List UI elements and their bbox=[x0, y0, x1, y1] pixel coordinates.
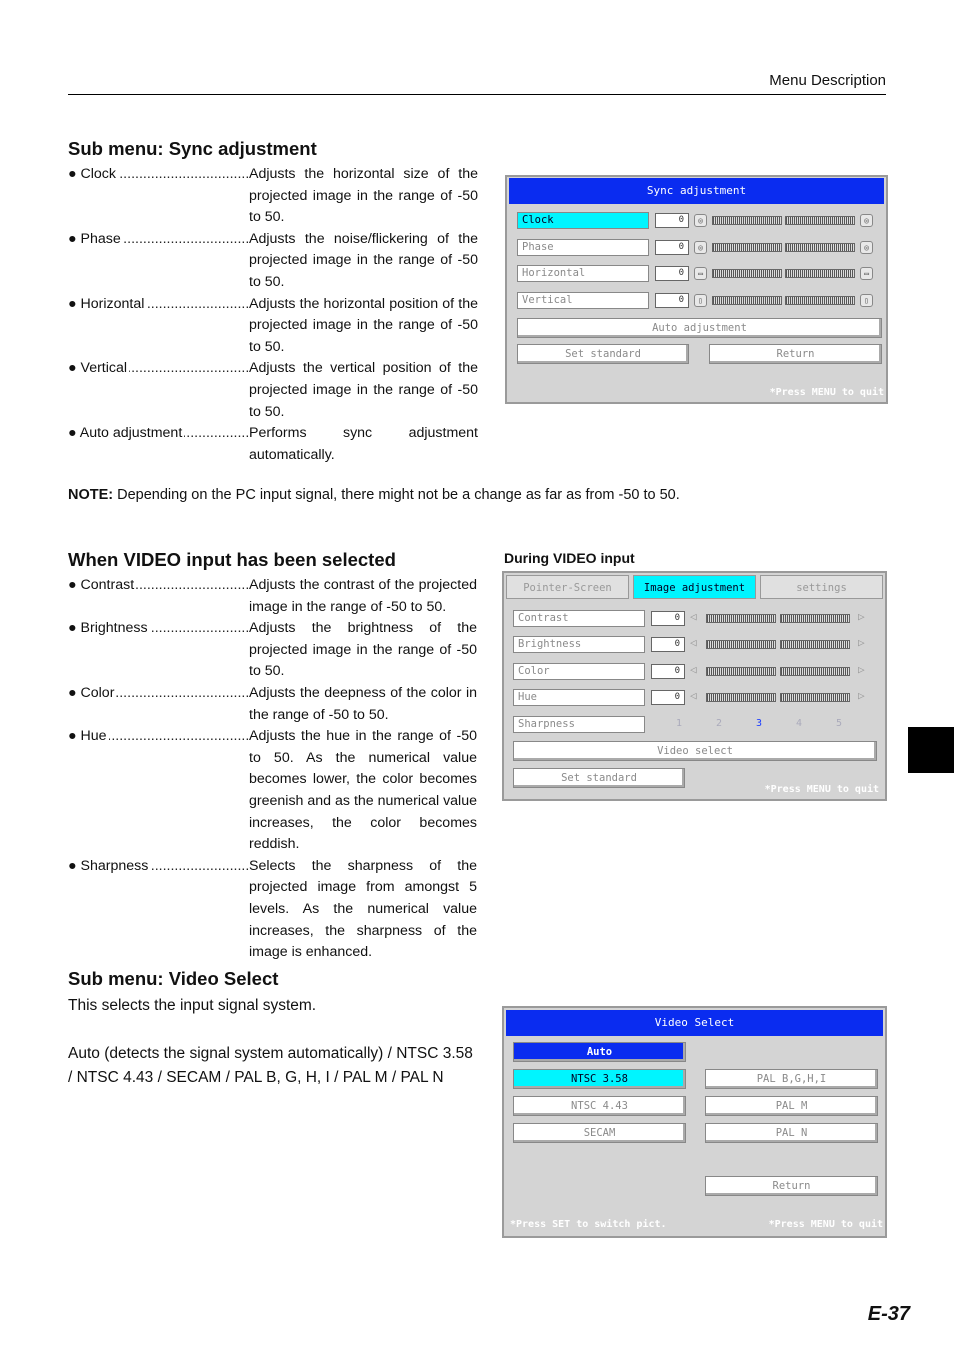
term: Auto adjustment bbox=[79, 425, 183, 442]
running-header: Menu Description bbox=[769, 72, 886, 89]
clock-bar-left bbox=[712, 216, 782, 225]
desc: Adjusts the horizontal size of the projected image in the range of -50 to 50. bbox=[249, 166, 478, 226]
phase-bar-left bbox=[712, 243, 782, 252]
ntsc-358-button[interactable]: NTSC 3.58 bbox=[513, 1069, 686, 1089]
tab-image-adjustment[interactable]: Image adjustment bbox=[633, 575, 756, 599]
screen-title: Sync adjustment bbox=[509, 178, 884, 204]
term: Vertical bbox=[80, 360, 128, 377]
color-field[interactable]: Color bbox=[513, 663, 645, 680]
brightness-bar-left bbox=[706, 640, 776, 649]
def-contrast: ● Contrast ..... Adjusts the contrast of the projected image in the range of -50 to 50. bbox=[68, 575, 477, 618]
sharpness-field[interactable]: Sharpness bbox=[513, 716, 645, 733]
sync-heading: Sub menu: Sync adjustment bbox=[68, 138, 317, 159]
vertical-field[interactable]: Vertical bbox=[517, 292, 649, 309]
set-standard-button[interactable]: Set standard bbox=[517, 344, 689, 364]
vertical-icon-right: ▯ bbox=[860, 294, 873, 307]
def-horizontal: ● Horizontal ..... Adjusts the horizontal position of the projected image in the range of -50 to 50. bbox=[68, 294, 478, 359]
term: Color bbox=[80, 684, 115, 701]
desc: Performs sync adjustment automatically. bbox=[249, 425, 478, 463]
right-arrow-icon[interactable]: ▷ bbox=[858, 689, 865, 702]
hue-bar-right bbox=[780, 693, 850, 702]
phase-value: 0 bbox=[655, 240, 689, 255]
contrast-bar-right bbox=[780, 614, 850, 623]
term: Brightness bbox=[80, 620, 148, 637]
def-color: ● Color ..... Adjusts the deepness of the color in the range of -50 to 50. bbox=[68, 683, 477, 726]
video-caption: During VIDEO input bbox=[504, 550, 635, 566]
desc: Adjusts the hue in the range of -50 to 50. As the numerical value becomes lower, the color becomes greenish and as the numerical value increases, the color becomes reddish. bbox=[249, 728, 477, 853]
return-button[interactable]: Return bbox=[709, 344, 882, 364]
hue-bar-left bbox=[706, 693, 776, 702]
horizontal-icon: ▭ bbox=[694, 267, 707, 280]
horizontal-bar-right bbox=[785, 269, 855, 278]
tab-settings[interactable]: settings bbox=[760, 575, 883, 599]
horizontal-field[interactable]: Horizontal bbox=[517, 265, 649, 282]
horizontal-bar-left bbox=[712, 269, 782, 278]
color-bar-left bbox=[706, 667, 776, 676]
pal-m-button[interactable]: PAL M bbox=[705, 1096, 878, 1116]
phase-icon-right: ◎ bbox=[860, 241, 873, 254]
pal-bghi-button[interactable]: PAL B,G,H,I bbox=[705, 1069, 878, 1089]
def-hue: ● Hue ..... Adjusts the hue in the range of -50 to 50. As the numerical value becomes lower, the color becomes greenish and as the numerical value increases, the color becomes reddish. bbox=[68, 726, 477, 856]
color-value: 0 bbox=[651, 664, 685, 679]
def-sharpness: ● Sharpness ..... Selects the sharpness of the projected image from amongst 5 levels. As the numerical value increases, the sharpness of the image is enhanced. bbox=[68, 856, 477, 964]
term: Contrast bbox=[80, 577, 135, 593]
def-clock: ● Clock ..... Adjusts the horizontal size of the projected image in the range of -50 to 50. bbox=[68, 164, 478, 229]
video-select-button[interactable]: Video select bbox=[513, 741, 877, 761]
hue-value: 0 bbox=[651, 690, 685, 705]
page-number: E-37 bbox=[867, 1303, 910, 1325]
right-arrow-icon[interactable]: ▷ bbox=[858, 610, 865, 623]
brightness-bar-right bbox=[780, 640, 850, 649]
def-phase: ● Phase ..... Adjusts the noise/flickering of the projected image in the range of -50 to 50. bbox=[68, 229, 478, 294]
desc: Adjusts the brightness of the projected image in the range of -50 to 50. bbox=[249, 620, 477, 680]
image-adjustment-screen bbox=[502, 571, 887, 801]
vertical-bar-right bbox=[785, 296, 855, 305]
sharpness-level-4[interactable]: 4 bbox=[796, 718, 803, 729]
section-tab-marker bbox=[908, 727, 954, 773]
sync-definitions bbox=[68, 164, 478, 466]
header-rule bbox=[68, 94, 886, 95]
vertical-bar-left bbox=[712, 296, 782, 305]
secam-button[interactable]: SECAM bbox=[513, 1123, 686, 1143]
term: Clock bbox=[80, 166, 116, 182]
left-arrow-icon[interactable]: ◁ bbox=[690, 610, 697, 623]
sharpness-level-1[interactable]: 1 bbox=[676, 718, 683, 729]
desc: Selects the sharpness of the projected image from amongst 5 levels. As the numerical value increases, the sharpness of the image is enhanced. bbox=[249, 857, 477, 961]
tab-pointer-screen[interactable]: Pointer-Screen bbox=[506, 575, 629, 599]
vertical-value: 0 bbox=[655, 293, 689, 308]
phase-bar-right bbox=[785, 243, 855, 252]
vertical-icon: ▯ bbox=[694, 294, 707, 307]
desc: Adjusts the noise/flickering of the projected image in the range of -50 to 50. bbox=[249, 230, 478, 290]
left-arrow-icon[interactable]: ◁ bbox=[690, 663, 697, 676]
auto-adjustment-button[interactable]: Auto adjustment bbox=[517, 318, 882, 338]
contrast-bar-left bbox=[706, 614, 776, 623]
phase-icon: ◎ bbox=[694, 241, 707, 254]
desc: Adjusts the horizontal position of the projected image in the range of -50 to 50. bbox=[249, 295, 478, 355]
pal-n-button[interactable]: PAL N bbox=[705, 1123, 878, 1143]
clock-icon-right: ◎ bbox=[860, 214, 873, 227]
clock-bar-right bbox=[785, 216, 855, 225]
hue-field[interactable]: Hue bbox=[513, 689, 645, 706]
right-arrow-icon[interactable]: ▷ bbox=[858, 636, 865, 649]
brightness-value: 0 bbox=[651, 637, 685, 652]
horizontal-value: 0 bbox=[655, 266, 689, 281]
term: Hue bbox=[80, 728, 107, 745]
clock-value: 0 bbox=[655, 213, 689, 228]
right-arrow-icon[interactable]: ▷ bbox=[858, 663, 865, 676]
video-heading: When VIDEO input has been selected bbox=[68, 549, 396, 570]
horizontal-icon-right: ▭ bbox=[860, 267, 873, 280]
video-select-options: Auto (detects the signal system automatically) / NTSC 3.58 / NTSC 4.43 / SECAM / PAL B, G, H, I / PAL M / PAL N bbox=[68, 1045, 473, 1086]
sharpness-level-5[interactable]: 5 bbox=[836, 718, 843, 729]
brightness-field[interactable]: Brightness bbox=[513, 636, 645, 653]
desc: Adjusts the contrast of the projected image in the range of -50 to 50. bbox=[249, 577, 477, 615]
def-brightness: ● Brightness ..... Adjusts the brightness of the projected image in the range of -50 to 50. bbox=[68, 618, 477, 683]
set-standard-button[interactable]: Set standard bbox=[513, 768, 685, 788]
clock-icon: ◎ bbox=[694, 214, 707, 227]
left-arrow-icon[interactable]: ◁ bbox=[690, 689, 697, 702]
switch-hint: *Press SET to switch pict. bbox=[510, 1219, 667, 1230]
def-vertical: ● Vertical ..... Adjusts the vertical position of the projected image in the range of -50 to 50. bbox=[68, 358, 478, 423]
sharpness-level-3[interactable]: 3 bbox=[756, 718, 763, 729]
video-select-intro: This selects the input signal system. bbox=[68, 997, 317, 1014]
auto-button[interactable]: Auto bbox=[513, 1042, 686, 1062]
note bbox=[68, 487, 680, 503]
desc: Adjusts the vertical position of the projected image in the range of -50 to 50. bbox=[249, 360, 478, 420]
def-auto-adjustment: ● Auto adjustment ..... Performs sync adjustment automatically. bbox=[68, 423, 478, 466]
quit-hint: *Press MENU to quit bbox=[769, 387, 884, 398]
clock-field[interactable]: Clock bbox=[517, 212, 649, 229]
color-bar-right bbox=[780, 667, 850, 676]
video-select-heading: Sub menu: Video Select bbox=[68, 968, 279, 989]
quit-hint: *Press MENU to quit bbox=[764, 784, 879, 795]
term: Phase bbox=[80, 230, 121, 247]
screen-title: Video Select bbox=[506, 1010, 883, 1036]
left-arrow-icon[interactable]: ◁ bbox=[690, 636, 697, 649]
return-button[interactable]: Return bbox=[705, 1176, 878, 1196]
note-text: Depending on the PC input signal, there might not be a change as far as from -50 to 50. bbox=[117, 487, 680, 503]
term: Sharpness bbox=[80, 857, 149, 874]
note-label: NOTE: bbox=[68, 487, 114, 503]
ntsc-443-button[interactable]: NTSC 4.43 bbox=[513, 1096, 686, 1116]
contrast-field[interactable]: Contrast bbox=[513, 610, 645, 627]
contrast-value: 0 bbox=[651, 611, 685, 626]
video-select-screen bbox=[502, 1006, 887, 1238]
sharpness-level-2[interactable]: 2 bbox=[716, 718, 723, 729]
sync-adjustment-screen bbox=[505, 175, 888, 404]
video-definitions bbox=[68, 575, 477, 964]
quit-hint: *Press MENU to quit bbox=[768, 1219, 883, 1230]
desc: Adjusts the deepness of the color in the range of -50 to 50. bbox=[249, 684, 477, 723]
term: Horizontal bbox=[80, 295, 145, 312]
phase-field[interactable]: Phase bbox=[517, 239, 649, 256]
